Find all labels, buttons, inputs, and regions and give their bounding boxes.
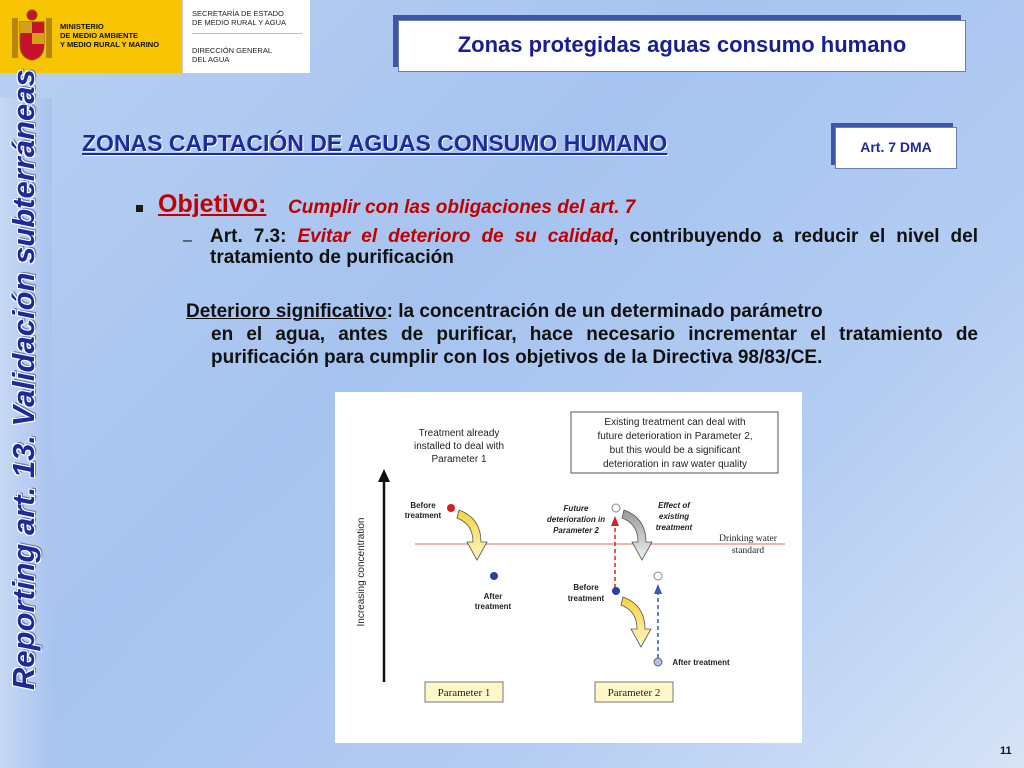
parameter-2-label: Parameter 2 — [607, 687, 661, 699]
treatment-diagram — [335, 392, 802, 743]
direccion-line-1: DIRECCIÓN GENERAL — [192, 46, 273, 55]
objective-label: Objetivo: — [158, 190, 267, 218]
y-axis-label: Increasing concentration — [356, 517, 367, 627]
art-7-3-red-text: Evitar el deterioro de su calidad — [297, 226, 614, 247]
p2-future-3: Parameter 2 — [553, 526, 599, 535]
box2-line-2: future deterioration in Parameter 2, — [597, 431, 753, 442]
p2-effect-1: Effect of — [658, 501, 690, 510]
box2-line-3: but this would be a significant — [609, 445, 741, 456]
article-7-3-text — [210, 226, 978, 268]
article-badge-label: Art. 7 DMA — [860, 139, 932, 155]
art-7-3-label: Art. 7.3: — [210, 226, 287, 247]
section-heading: ZONAS CAPTACIÓN DE AGUAS CONSUMO HUMANO — [82, 130, 668, 156]
ministry-line-2: DE MEDIO AMBIENTE — [60, 31, 139, 40]
parameter-1-label: Parameter 1 — [437, 687, 491, 699]
box1-line-1: Treatment already — [418, 428, 500, 439]
p2-after-arrow-head-icon — [654, 584, 662, 594]
p1-after-point — [490, 572, 498, 580]
coat-of-arms-icon — [10, 8, 54, 64]
p1-before-point — [447, 504, 455, 512]
direccion-line-2: DEL AGUA — [192, 55, 230, 64]
p2-effect-arrow-icon — [622, 510, 652, 560]
p2-future-arrow-head-icon — [611, 516, 619, 526]
slide-title: Zonas protegidas aguas consumo humano — [457, 32, 907, 57]
deterioro-paragraph — [186, 300, 978, 369]
box2-line-4: deterioration in raw water quality — [603, 459, 747, 470]
p1-after-1: After — [483, 592, 503, 601]
p2-effect-point — [654, 572, 662, 580]
p2-after-point — [654, 658, 662, 666]
p2-before-1: Before — [573, 583, 599, 592]
secretaria-line-2: DE MEDIO RURAL Y AGUA — [192, 18, 287, 27]
deterioro-text: : la concentración de un determinado parámetro — [386, 301, 823, 322]
deterioro-rest: en el agua, antes de purificar, hace necesario incrementar el tratamiento de purificación para cumplir con los objetivos de la Directiva 98/83/CE. — [211, 324, 978, 368]
p2-future-1: Future — [563, 504, 589, 513]
secretaria-line-1: SECRETARÍA DE ESTADO — [192, 9, 284, 18]
box1-line-3: Parameter 1 — [431, 454, 487, 465]
p2-effect-2: existing — [658, 512, 690, 521]
bullet-icon — [133, 199, 145, 211]
p2-future-point — [612, 504, 620, 512]
page-number: 11 — [1000, 745, 1012, 757]
p2-after-label: After treatment — [672, 658, 730, 667]
p1-before-1: Before — [410, 501, 436, 510]
ministry-logo — [0, 0, 310, 73]
article-badge — [835, 127, 957, 169]
sub-bullet-dash: – — [183, 232, 192, 249]
p2-before-2: treatment — [567, 594, 605, 603]
p1-treatment-arrow-icon — [457, 510, 487, 560]
p1-before-2: treatment — [404, 511, 442, 520]
deterioro-label: Deterioro significativo — [186, 301, 387, 322]
p2-future-2: deterioration in — [546, 515, 606, 524]
standard-label-1: Drinking water — [719, 534, 777, 544]
p2-treatment-arrow-icon — [621, 597, 651, 647]
ministry-line-1: MINISTERIO — [60, 22, 104, 31]
y-axis-arrow-icon — [378, 469, 390, 482]
art-7-3-rest-text: , contribuyendo a reducir el nivel del tratamiento de purificación — [210, 226, 979, 268]
side-title: Reporting art. 13. Validación subterráneas — [6, 69, 41, 690]
slide-title-box — [398, 20, 966, 72]
standard-label-2: standard — [731, 546, 765, 556]
box1-line-2: installed to deal with — [413, 441, 505, 452]
ministry-line-3: Y MEDIO RURAL Y MARINO — [60, 40, 160, 49]
p2-before-point — [612, 587, 620, 595]
box2-line-1: Existing treatment can deal with — [604, 417, 746, 428]
p2-effect-3: treatment — [655, 523, 693, 532]
objective-text: Cumplir con las obligaciones del art. 7 — [288, 197, 636, 218]
p1-after-2: treatment — [474, 602, 512, 611]
